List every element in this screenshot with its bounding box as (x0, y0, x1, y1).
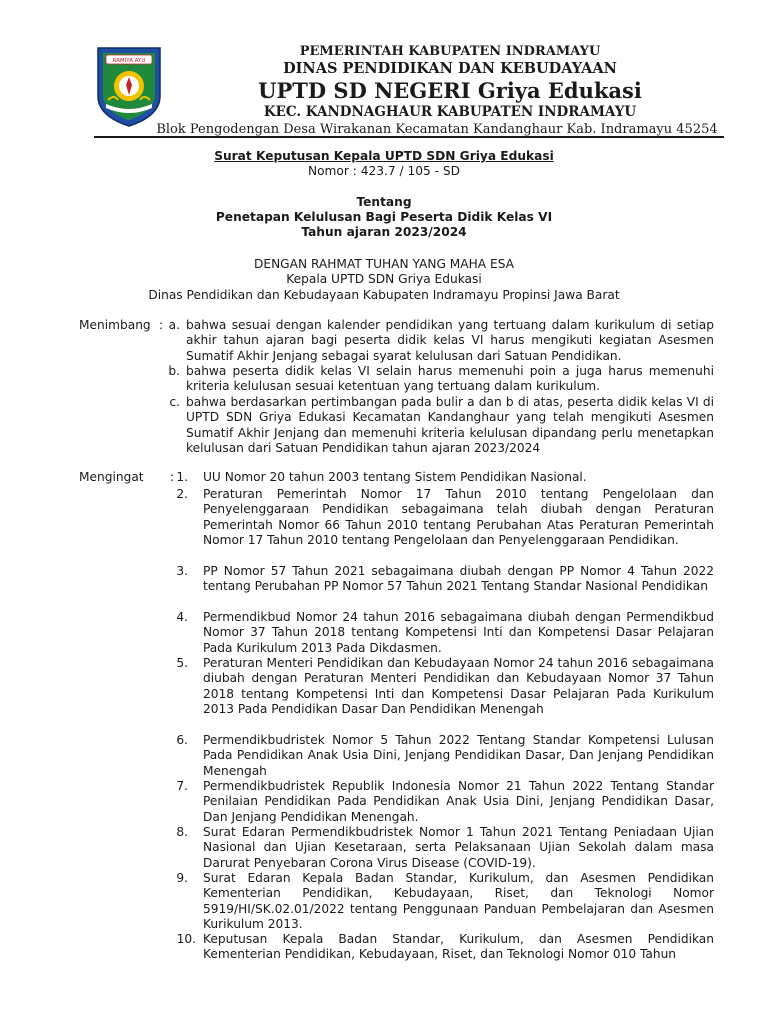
list-marker: c. (169, 395, 180, 409)
list-marker: 10. (176, 932, 196, 946)
list-item: Permendikbud Nomor 24 tahun 2016 sebagaimana diubah dengan Permendikbud Nomor 37 Tahun 2018 tentang Kompetensi Inti dan Kompetensi Dasar Pelajaran Pada Kurikulum 2013 Pada Dikdasmen. (203, 610, 714, 655)
list-item: bahwa sesuai dengan kalender pendidikan yang tertuang dalam kurikulum di setiap akhir tahun ajaran bagi peserta didik kelas VI harus mengikuti kegiatan Asesmen Sumatif Akhir Jenjang sebagai syarat kelulusan dari Satuan Pendidikan. (186, 318, 714, 363)
decree-subject: Penetapan Kelulusan Bagi Peserta Didik Kelas VI (215, 210, 553, 224)
list-marker: 4. (176, 610, 188, 624)
letterhead-school-name: UPTD SD NEGERI Griya Edukasi (258, 78, 642, 103)
list-marker: 7. (176, 779, 188, 793)
list-item: UU Nomor 20 tahun 2003 tentang Sistem Pendidikan Nasional. (203, 470, 587, 484)
letterhead-divider (94, 136, 724, 138)
list-item: Peraturan Pemerintah Nomor 17 Tahun 2010 tentang Pengelolaan dan Penyelenggaraan Pendidikan sebagaimana telah diubah dengan Peraturan Pemerintah Nomor 66 Tahun 2010 tentang Perubahan Atas Peraturan Pemerintah Nomor 17 Tahun 2010 tentang Pengelolaan dan Penyelenggaraan Pendidikan. (203, 487, 714, 547)
letterhead-government: PEMERINTAH KABUPATEN INDRAMAYU (299, 44, 601, 59)
list-item: bahwa berdasarkan pertimbangan pada bulir a dan b di atas, peserta didik kelas VI di UPTD SDN Griya Edukasi Kecamatan Kandanghaur yang telah mengikuti Asesmen Sumatif Akhir Jenjang dan memenuhi kriteria kelulusan dipandang perlu menetapkan kelulusan dari Satuan Pendidikan tahun ajaran 2023/2024 (186, 395, 714, 455)
decree-academic-year: Tahun ajaran 2023/2024 (301, 225, 467, 239)
list-marker: 9. (176, 871, 188, 885)
list-marker: 2. (176, 487, 188, 501)
list-item: Permendikbudristek Nomor 5 Tahun 2022 Tentang Standar Kompetensi Lulusan Pada Pendidikan Anak Usia Dini, Jenjang Pendidikan Dasar, Dan Jenjang Pendidikan Menengah (203, 733, 714, 778)
list-marker: 3. (176, 564, 188, 578)
letterhead-address: Blok Pengodengan Desa Wirakanan Kecamatan Kandanghaur Kab. Indramayu 45254 (156, 122, 718, 137)
list-marker: 6. (176, 733, 188, 747)
letterhead-district: KEC. KANDNAGHAUR KABUPATEN INDRAMAYU (263, 104, 637, 120)
list-marker: b. (168, 364, 180, 378)
opening-line: Dinas Pendidikan dan Kebudayaan Kabupaten Indramayu Propinsi Jawa Barat (148, 288, 620, 302)
letterhead (156, 44, 730, 138)
decree-title: Surat Keputusan Kepala UPTD SDN Griya Edukasi (214, 149, 554, 163)
list-marker: 1. (176, 470, 188, 484)
list-item: Permendikbudristek Republik Indonesia Nomor 21 Tahun 2022 Tentang Standar Penilaian Pendidikan Pada Pendidikan Anak Usia Dini, Jenjang Pendidikan Dasar, Dan Jenjang Pendidikan Menengah. (203, 779, 714, 824)
list-item: Keputusan Kepala Badan Standar, Kurikulum, dan Asesmen Pendidikan Kementerian Pendidikan, Kebudayaan, Riset, dan Teknologi Nomor 010 Tahun (203, 932, 714, 962)
decree-number: Nomor : 423.7 / 105 - SD (307, 164, 461, 178)
list-item: PP Nomor 57 Tahun 2021 sebagaimana diubah dengan PP Nomor 4 Tahun 2022 tentang Perubahan PP Nomor 57 Tahun 2021 Tentang Standar Nasional Pendidikan (203, 564, 714, 594)
list-marker: 8. (176, 825, 188, 839)
opening-line: Kepala UPTD SDN Griya Edukasi (286, 272, 482, 286)
menimbang-label: Menimbang (79, 318, 151, 332)
mengingat-label: Mengingat (79, 470, 144, 484)
list-marker: 5. (176, 656, 188, 670)
menimbang-colon: : (159, 318, 164, 332)
logo-banner-text: RAMIYA AYU (112, 58, 146, 64)
mengingat-colon: : (170, 470, 175, 484)
list-marker: a. (168, 318, 180, 332)
list-item: Surat Edaran Kepala Badan Standar, Kurikulum, dan Asesmen Pendidikan Kementerian Pendidikan, Kebudayaan, Riset, dan Teknologi Nomor 5919/HI/SK.02.01/2022 tentang Penggunaan Panduan Pembelajaran dan Asesmen Kurikulum 2013. (203, 871, 714, 931)
letterhead-department: DINAS PENDIDIKAN DAN KEBUDAYAAN (283, 60, 617, 77)
list-item: Surat Edaran Permendikbudristek Nomor 1 Tahun 2021 Tentang Peniadaan Ujian Nasional dan Ujian Kesetaraan, serta Pelaksanaan Ujian Sekolah dalam masa Darurat Penyebaran Corona Virus Disease (COVID-19). (203, 825, 714, 870)
decree-tentang: Tentang (356, 195, 412, 209)
opening-line: DENGAN RAHMAT TUHAN YANG MAHA ESA (253, 257, 515, 271)
list-item: bahwa peserta didik kelas VI selain harus memenuhi poin a juga harus memenuhi kriteria kelulusan sesuai ketentuan yang tertuang dalam kurikulum. (186, 364, 714, 394)
regency-logo-icon (94, 44, 164, 128)
list-item: Peraturan Menteri Pendidikan dan Kebudayaan Nomor 24 tahun 2016 sebagaimana diubah dengan Peraturan Menteri Pendidikan dan Kebudayaan Nomor 37 Tahun 2018 tentang Kompetensi Inti dan Kompetensi Dasar Pelajaran Pada Kurikulum 2013 Pada Pendidikan Dasar Dan Pendidikan Menengah (203, 656, 714, 716)
